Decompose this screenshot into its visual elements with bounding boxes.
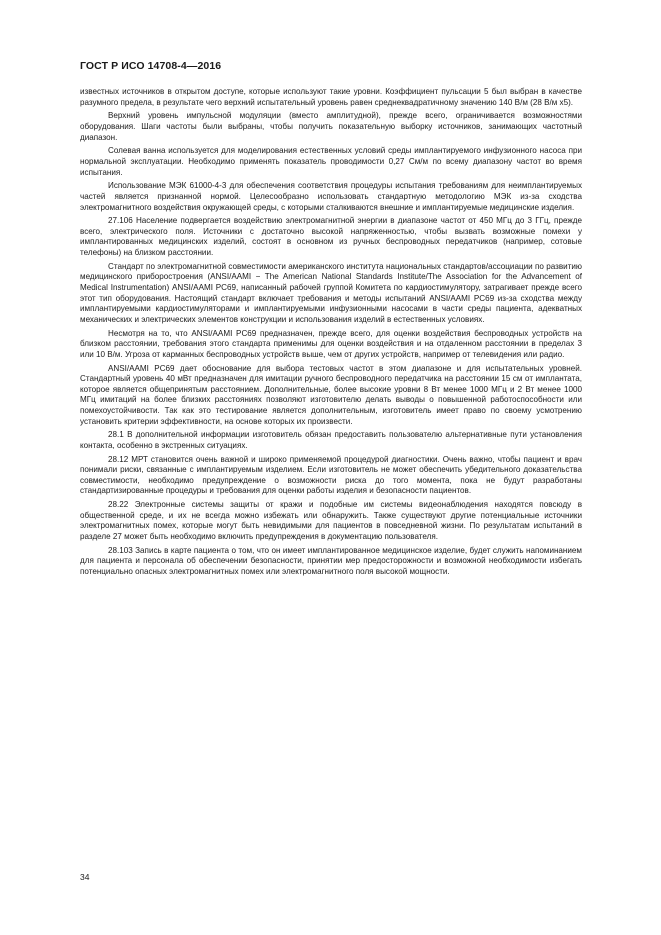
paragraph-continuation: известных источников в открытом доступе, которые используют такие уровни. Коэффициент пульсации 5 был выбран в качестве разумного предела, в результате чего верхний испытательный уровень равен среднеквадратичному значению 140 В/м (28 В/м x5). xyxy=(80,87,582,107)
paragraph-28-1: 28.1 В дополнительной информации изготовитель обязан предоставить пользователю альтернативные пути установления контакта, особенно в экстренных ситуациях. xyxy=(80,430,582,450)
page-number: 34 xyxy=(80,872,90,882)
paragraph-pc69-levels: ANSI/AAMI PC69 дает обоснование для выбора тестовых частот в этом диапазоне и для испытательных уровней. Стандартный уровень 40 мВт предназначен для имитации ручного беспроводного передатчика на расстоянии 15 см от имплантата, которое является общепринятым расстоянием. Дополнительные, более высокие уровни 8 Вт менее 1000 МГц и 2 Вт менее 1000 МГц имитаций на более близких расстояниях позволяют изготовителю делать выводы о повышенной работоспособности или помехоустойчивости. Так как это тестирование является дополнительным, изготовитель имеет право по своему усмотрению установить критерии эффективности, на основе которых их произвести. xyxy=(80,363,582,426)
paragraph-28-12: 28.12 МРТ становится очень важной и широко применяемой процедурой диагностики. Очень важно, чтобы пациент и врач понимали риски, связанные с имплантируемым изделием. Если изготовитель не может обеспечить убедительного доказательства совместимости, необходимо предупреждение о возможности риска до того момента, пока не будут разработаны стандартизированные процедуры и требования для оценки работы изделия и безопасности пациентов. xyxy=(80,454,582,496)
paragraph-iec-61000: Использование МЭК 61000-4-3 для обеспечения соответствия процедуры испытания требованиям для неимплантируемых частей является признанной нормой. Целесообразно использовать стандартную методологию МЭК из-за сходства электромагнитного воздействия окружающей среды, с которыми сталкиваются внешние и имплантируемые медицинские изделия. xyxy=(80,181,582,212)
paragraph-ansi-aami-standard: Стандарт по электромагнитной совместимости американского института национальных стандартов/ассоциации по развитию медицинского приборостроения (ANSI/AAMI − The American National Standards Institute/The Association for the Advancement of Medical Instrumentation) ANSI/AAMI PC69, написанный рабочей группой Комитета по кардиостимулятору, затрагивает прежде всего этот тип оборудования. Настоящий стандарт включает требования и методы испытаний ANSI/AAMI PC69 из-за сходства между имплантируемыми кардиостимуляторами и имплантируемыми инфузионными насосами в части среды пациента, адекватных механических и электрических элементов конструкции и использования изделий в естественных условиях. xyxy=(80,261,582,324)
paragraph-pulse-modulation: Верхний уровень импульсной модуляции (вместо амплитудной), прежде всего, ограничивается возможностями оборудования. Шаги частоты были выбраны, чтобы получить показательную выборку источников, занимающих частотный диапазон. xyxy=(80,111,582,142)
paragraph-27-106: 27.106 Население подвергается воздействию электромагнитной энергии в диапазоне частот от 450 МГц до 3 ГГц, прежде всего, электрического поля. Источники с достаточно высокой напряженностью, чтобы вызвать возможные помехи у имплантированных медицинских изделий, состоят в основном из ручных беспроводных передатчиков (например, сотовые телефоны) на близком расстоянии. xyxy=(80,216,582,258)
paragraph-28-22: 28.22 Электронные системы защиты от кражи и подобные им системы видеонаблюдения находятся повсюду в общественной среде, и их не всегда можно избежать или обнаружить. Также существуют другие потенциальные источники электромагнитных помех, которые могут быть невидимыми для пациентов в повседневной жизни. По результатам испытаний в разделе 27 может быть необходимо включить предупреждения в документацию пользователя. xyxy=(80,500,582,542)
document-body xyxy=(80,87,582,581)
standard-header: ГОСТ Р ИСО 14708-4—2016 xyxy=(80,60,222,72)
paragraph-28-103: 28.103 Запись в карте пациента о том, что он имеет имплантированное медицинское изделие, будет служить напоминанием для пациента и персонала об обеспечении безопасности, принятии мер предосторожности и возможной необходимости избегать потенциально опасных электромагнитных помех или электромагнитного поля высокой мощности. xyxy=(80,545,582,576)
paragraph-pc69-distance: Несмотря на то, что ANSI/AAMI PC69 предназначен, прежде всего, для оценки воздействия беспроводных устройств на близком расстоянии, требования этого стандарта применимы для оценки воздействия и на отдаленном расстоянии в пределах 3 или 10 В/м. Угроза от карманных беспроводных устройств выше, чем от других устройств, например от телевидения или радио. xyxy=(80,328,582,359)
paragraph-saline-bath: Солевая ванна используется для моделирования естественных условий среды имплантируемого инфузионного насоса при нормальной эксплуатации. Необходимо применять показатель проводимости 0,27 См/м по всему диапазону частот во время испытания. xyxy=(80,146,582,177)
